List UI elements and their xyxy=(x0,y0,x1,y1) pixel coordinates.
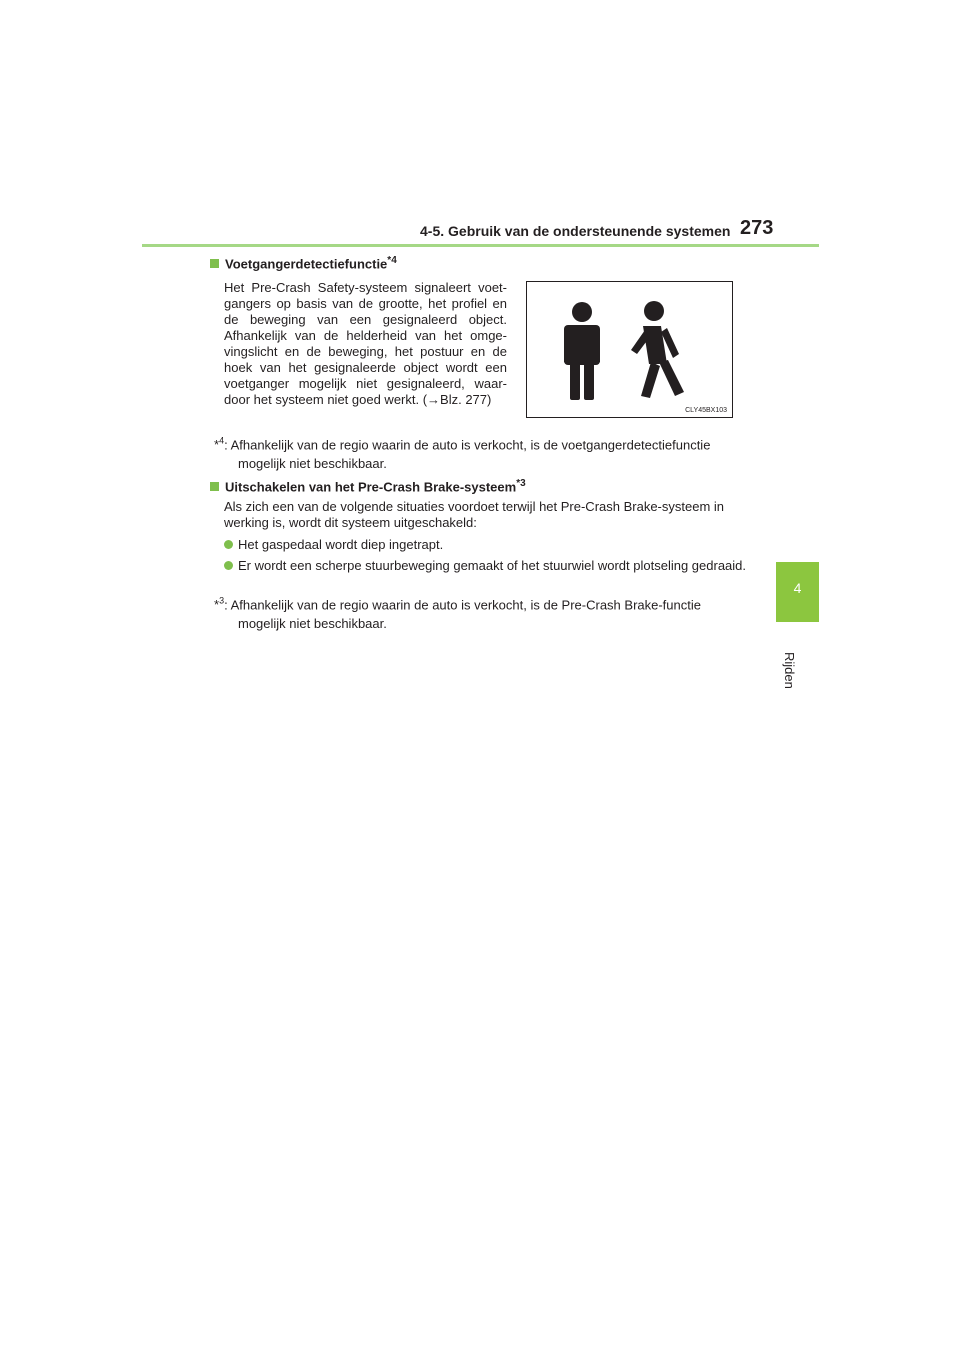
footnote-text-line2: mogelijk niet beschikbaar. xyxy=(238,456,387,472)
square-bullet-icon xyxy=(210,482,219,491)
chapter-tab[interactable] xyxy=(776,562,819,622)
list-item: Er wordt een scherpe stuurbeweging gemaakt of het stuurwiel wordt plotseling gedraaid. xyxy=(224,558,750,574)
chapter-title: 4-5. Gebruik van de ondersteunende systemen xyxy=(420,223,731,239)
square-bullet-icon xyxy=(210,259,219,268)
round-bullet-icon xyxy=(224,540,233,549)
pedestrian-figures-icon xyxy=(527,282,732,417)
header-rule xyxy=(142,244,819,247)
section-heading-brake-off xyxy=(210,478,526,494)
round-bullet-icon xyxy=(224,561,233,570)
pedestrian-illustration xyxy=(526,281,733,418)
footnote-mark: *$^3$ xyxy=(214,596,225,613)
section-heading-text: Uitschakelen van het Pre-Crash Brake-systeem xyxy=(225,479,517,495)
section-body-pedestrian: Het Pre-Crash Safety-systeem signaleert voet-gangers op basis van de grootte, het profiel en de beweging van een gesignaleerd object. Afhankelijk van de helderheid van het omge-vingslicht en de beweging, het postuur en de hoek van het gesignaleerde object wordt een voetganger mogelijk niet gesignaleerd, waar-door het systeem niet goed werkt. (→Blz. 277) xyxy=(224,280,507,407)
footnote-text-line1: : Afhankelijk van de regio waarin de auto is verkocht, is de voetgangerdetectiefunctie xyxy=(224,437,711,453)
list-item: Het gaspedaal wordt diep ingetrapt. xyxy=(224,537,750,553)
footnote-text-line1: : Afhankelijk van de regio waarin de auto is verkocht, is de Pre-Crash Brake-functie xyxy=(224,597,701,613)
chapter-tab-label: Rijden xyxy=(782,652,797,689)
footnote-pedestrian xyxy=(214,432,710,473)
heading-footnote-ref: *4 xyxy=(387,255,397,266)
footnote-mark: *$^4$ xyxy=(214,436,225,453)
heading-footnote-ref: *3 xyxy=(516,478,526,489)
footnote-text-line2: mogelijk niet beschikbaar. xyxy=(238,616,387,632)
chapter-tab-number: 4 xyxy=(793,580,802,596)
section-heading-pedestrian xyxy=(210,255,397,271)
figure-code: CLY45BX103 xyxy=(685,407,727,414)
footnote-brake xyxy=(214,592,701,633)
section-heading-text: Voetgangerdetectiefunctie xyxy=(225,256,388,272)
page-number: 273 xyxy=(740,217,774,239)
section-body-brake-off: Als zich een van de volgende situaties voordoet terwijl het Pre-Crash Brake-systeem in werking is, wordt dit systeem uitgeschakeld: xyxy=(224,499,725,530)
